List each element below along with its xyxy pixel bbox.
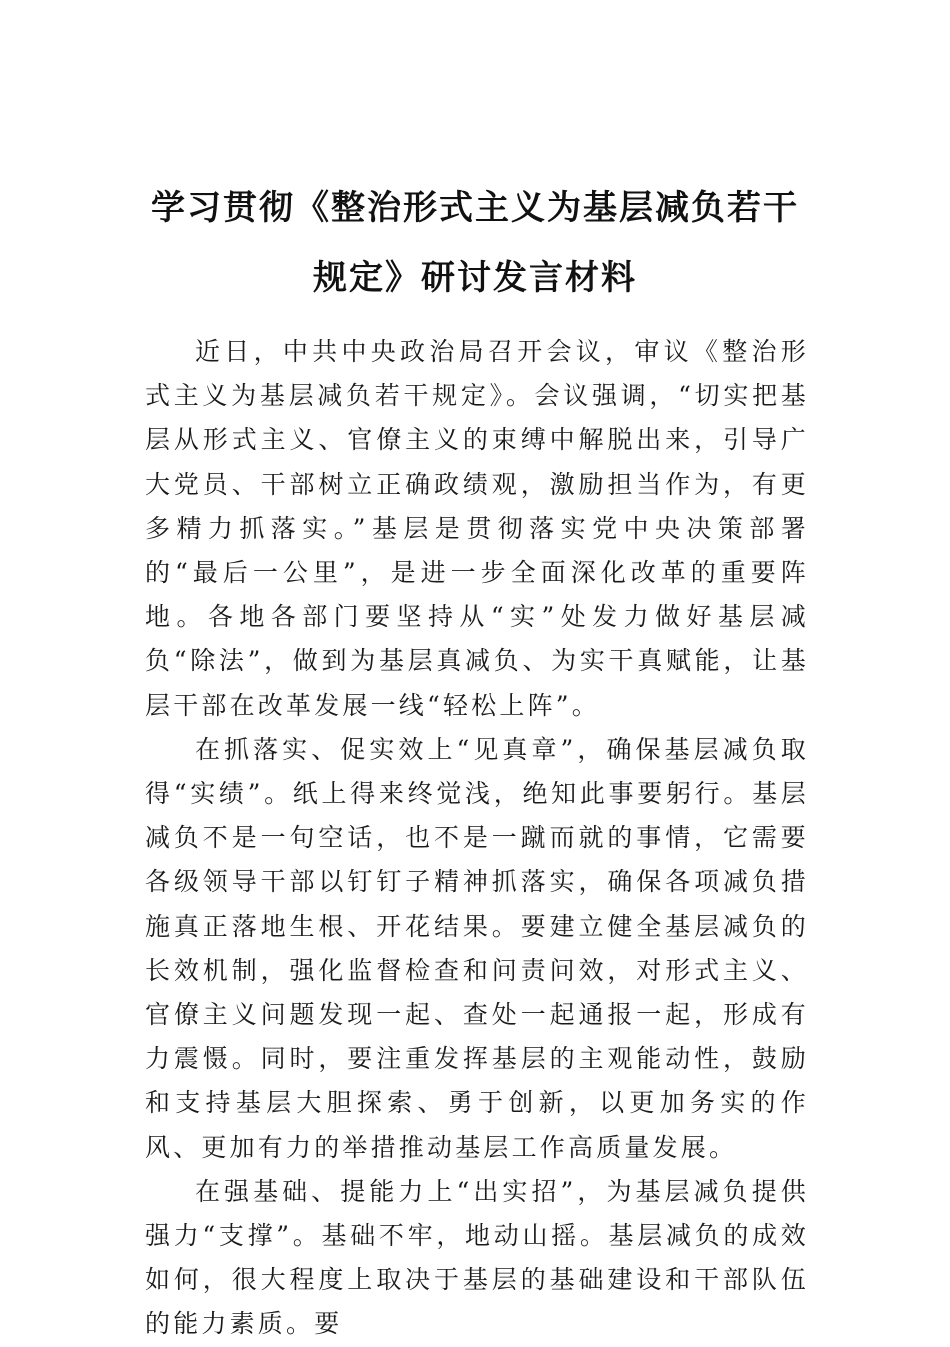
paragraph-1: 近日，中共中央政治局召开会议，审议《整治形式主义为基层减负若干规定》。会议强调，“切实把基层从形式主义、官僚主义的束缚中解脱出来，引导广大党员、干部树立正确政绩观，激励担当作为，有更多精力抓落实。”基层是贯彻落实党中央决策部署的“最后一公里”，是进一步全面深化改革的重要阵地。各地各部门要坚持从“实”处发力做好基层减负“除法”，做到为基层真减负、为实干真赋能，让基层干部在改革发展一线“轻松上阵”。 [145, 337, 809, 720]
document-body [145, 330, 809, 1347]
document-title [145, 173, 805, 313]
paragraph-3: 在强基础、提能力上“出实招”，为基层减负提供强力“支撑”。基础不牢，地动山摇。基层减负的成效如何，很大程度上取决于基层的基础建设和干部队伍的能力素质。要 [145, 1176, 809, 1339]
title-line-1: 学习贯彻《整治形式主义为基层减负若干 [151, 187, 799, 228]
paragraph-2: 在抓落实、促实效上“见真章”，确保基层减负取得“实绩”。纸上得来终觉浅，绝知此事要躬行。基层减负不是一句空话，也不是一蹴而就的事情，它需要各级领导干部以钉钉子精神抓落实，确保各项减负措施真正落地生根、开花结果。要建立健全基层减负的长效机制，强化监督检查和问责问效，对形式主义、官僚主义问题发现一起、查处一起通报一起，形成有力震慑。同时，要注重发挥基层的主观能动性，鼓励和支持基层大胆探索、勇于创新，以更加务实的作风、更加有力的举措推动基层工作高质量发展。 [145, 734, 809, 1162]
title-line-2: 规定》研讨发言材料 [313, 257, 637, 298]
